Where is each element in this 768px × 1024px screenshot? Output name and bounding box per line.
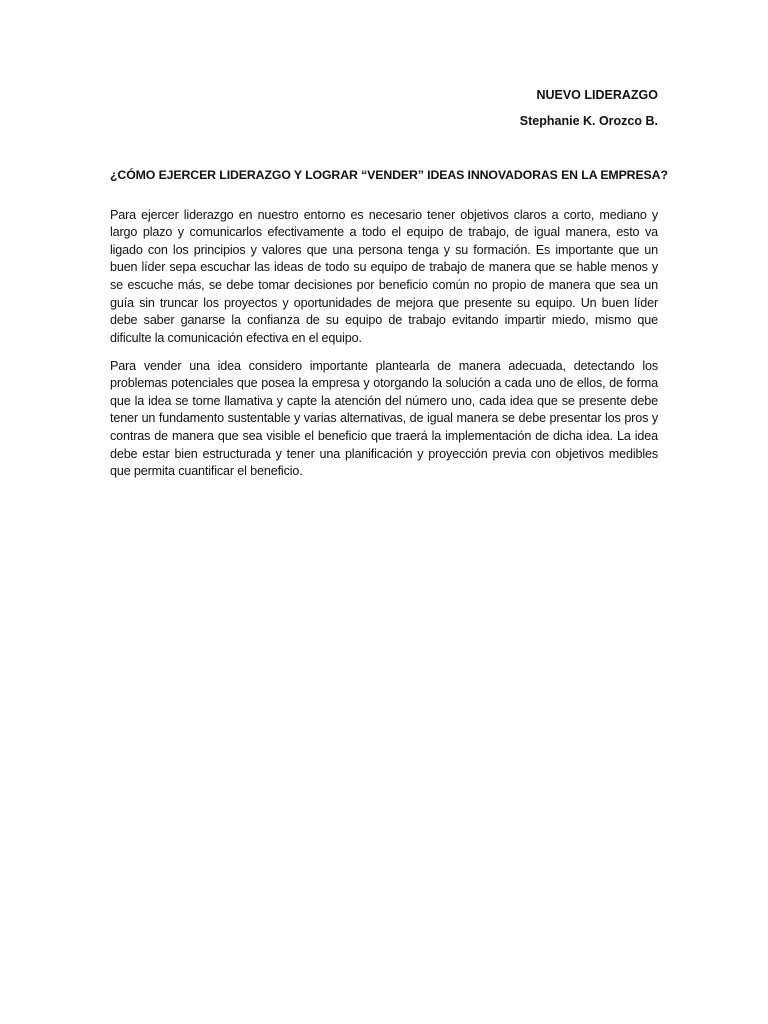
document-title: NUEVO LIDERAZGO [536,88,658,102]
document-author: Stephanie K. Orozco B. [519,114,658,128]
document-page [110,0,668,1024]
section-heading: ¿CÓMO EJERCER LIDERAZGO Y LOGRAR “VENDER” IDEAS INNOVADORAS EN LA EMPRESA? [110,168,668,182]
body-paragraph-1: Para ejercer liderazgo en nuestro entorno es necesario tener objetivos claros a corto, mediano y largo plazo y comunicarlos efectivamente a todo el equipo de trabajo, de igual manera, esto va ligado con los principios y valores que una persona tenga y su formación. Es importante que un buen líder sepa escuchar las ideas de todo su equipo de trabajo de manera que se hable menos y se escuche más, se debe tomar decisiones por beneficio común no propio de manera que sea un guía sin truncar los proyectos y oportunidades de mejora que presente su equipo. Un buen líder debe saber ganarse la confianza de su equipo de trabajo evitando impartir miedo, mismo que dificulte la comunicación efectiva en el equipo. [110,207,658,345]
body-paragraph-2: Para vender una idea considero importante plantearla de manera adecuada, detectando los problemas potenciales que posea la empresa y otorgando la solución a cada uno de ellos, de forma que la idea se torne llamativa y capte la atención del número uno, cada idea que se presente debe tener un fundamento sustentable y varias alternativas, de igual manera se debe presentar los pros y contras de manera que sea visible el beneficio que traerá la implementación de dicha idea. La idea debe estar bien estructurada y tener una planificación y proyección previa con objetivos medibles que permita cuantificar el beneficio. [110,358,658,479]
